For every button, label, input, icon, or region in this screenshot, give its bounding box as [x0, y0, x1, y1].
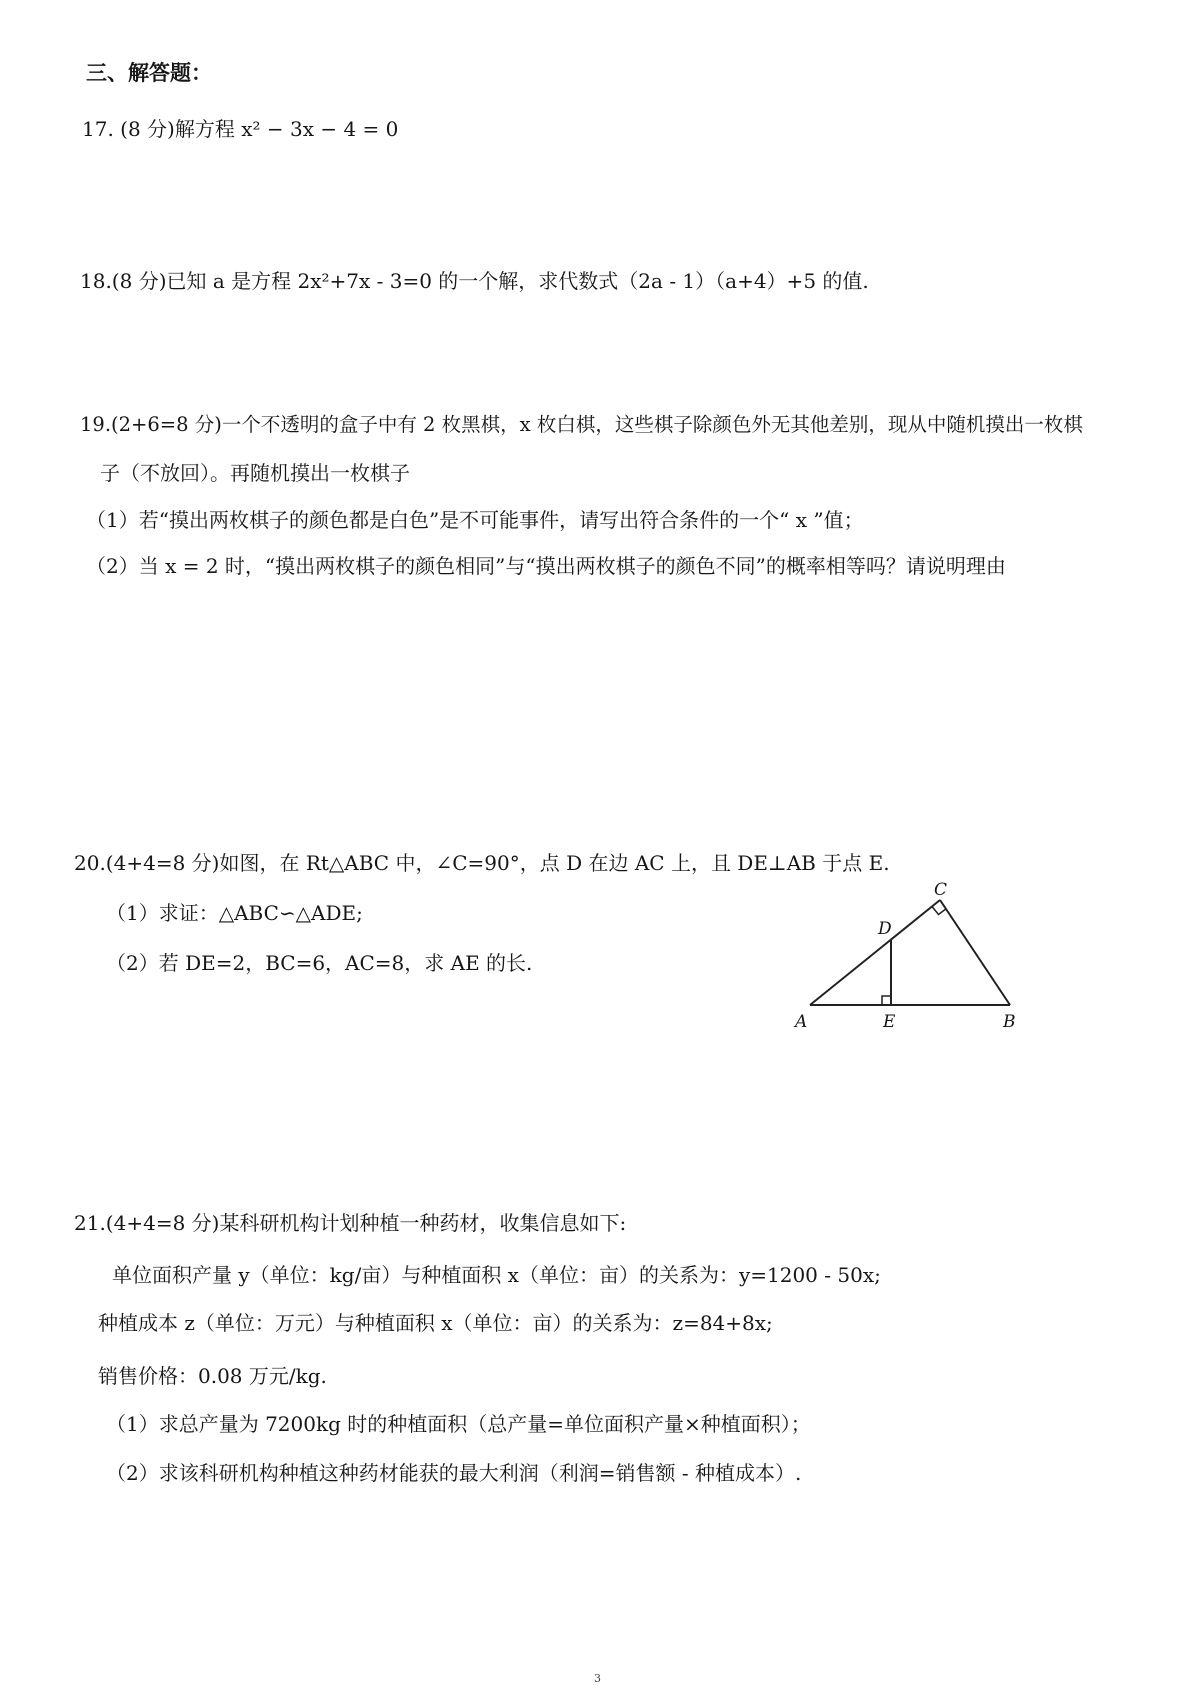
question-17: 17. (8 分)解方程 x² − 3x − 4 = 0	[82, 117, 399, 141]
question-21-line3: 种植成本 z（单位：万元）与种植面积 x（单位：亩）的关系为：z=84+8x;	[98, 1311, 773, 1335]
question-19-part2: （2）当 x = 2 时，“摸出两枚棋子的颜色相同”与“摸出两枚棋子的颜色不同”的概率相等吗？请说明理由	[86, 554, 1006, 578]
right-angle-mark-e	[882, 996, 891, 1005]
question-21-part2: （2）求该科研机构种植这种药材能获的最大利润（利润=销售额 - 种植成本）.	[106, 1461, 802, 1485]
question-19-line1: 19.(2+6=8 分)一个不透明的盒子中有 2 枚黑棋，x 枚白棋，这些棋子除颜色外无其他差别，现从中随机摸出一枚棋	[80, 413, 1083, 436]
question-21-line4: 销售价格：0.08 万元/kg.	[98, 1364, 327, 1388]
question-18: 18.(8 分)已知 a 是方程 2x²+7x - 3=0 的一个解，求代数式（2a - 1）（a+4）+5 的值.	[80, 269, 869, 293]
triangle-figure	[795, 880, 1120, 1125]
question-21-line2: 单位面积产量 y（单位：kg/亩）与种植面积 x（单位：亩）的关系为：y=1200 - 50x;	[112, 1263, 881, 1287]
label-a: A	[795, 1012, 808, 1032]
page-number: 3	[594, 1672, 601, 1685]
label-d: D	[878, 919, 892, 939]
question-20-line1: 20.(4+4=8 分)如图，在 Rt△ABC 中，∠C=90°，点 D 在边 AC 上，且 DE⊥AB 于点 E.	[74, 851, 890, 875]
question-20-part1: （1）求证：△ABC∽△ADE;	[106, 901, 363, 925]
side-ac	[810, 900, 940, 1005]
section-title: 三、解答题：	[86, 60, 212, 85]
question-19-part1: （1）若“摸出两枚棋子的颜色都是白色”是不可能事件，请写出符合条件的一个“ x ”值；	[86, 508, 864, 532]
label-e: E	[883, 1012, 896, 1032]
label-b: B	[1003, 1012, 1016, 1032]
question-21-part1: （1）求总产量为 7200kg 时的种植面积（总产量=单位面积产量×种植面积）；	[106, 1412, 811, 1436]
question-20-part2: （2）若 DE=2，BC=6，AC=8，求 AE 的长.	[106, 951, 533, 975]
label-c: C	[934, 880, 948, 900]
side-cb	[940, 900, 1010, 1005]
triangle-diagram	[795, 880, 1120, 1125]
question-21-line1: 21.(4+4=8 分)某科研机构计划种植一种药材，收集信息如下:	[74, 1211, 627, 1235]
question-19-line2: 子（不放回）。再随机摸出一枚棋子	[100, 461, 410, 485]
